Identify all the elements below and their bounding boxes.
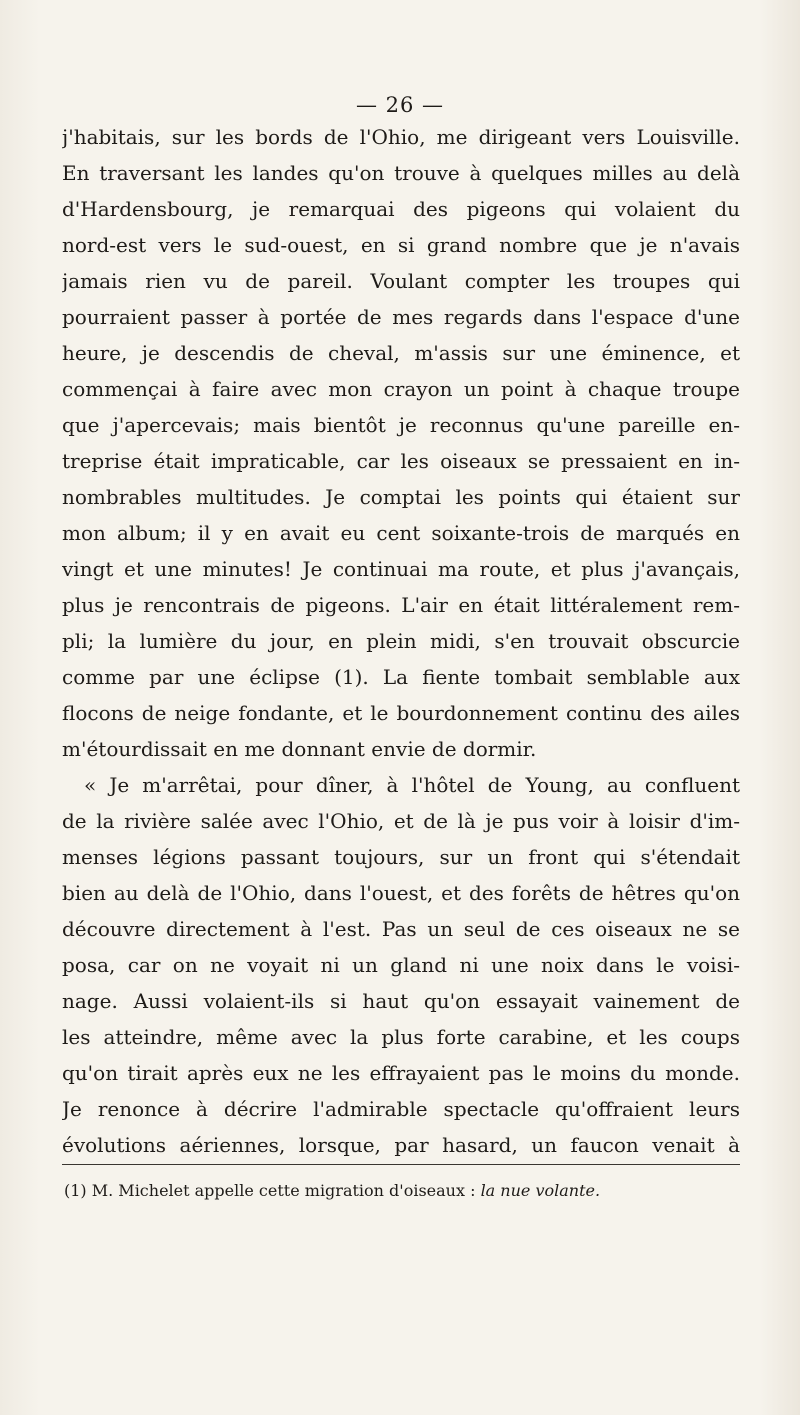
- footnote-text: (1) M. Michelet appelle cette migration d'oiseaux :: [64, 1181, 481, 1200]
- text-line: d'Hardensbourg, je remarquai des pigeons qui volaient du: [62, 197, 740, 221]
- text-line: les atteindre, même avec la plus forte carabine, et les coups: [62, 1025, 740, 1049]
- text-line: nage. Aussi volaient-ils si haut qu'on essayait vainement de: [62, 989, 740, 1013]
- text-line: flocons de neige fondante, et le bourdonnement continu des ailes: [62, 701, 740, 725]
- text-line: de la rivière salée avec l'Ohio, et de là je pus voir à loisir d'im-: [62, 809, 740, 833]
- text-line: que j'apercevais; mais bientôt je reconnus qu'une pareille en-: [62, 413, 740, 437]
- footnote-divider: [62, 1164, 740, 1165]
- footnote-italic: la nue volante.: [480, 1181, 601, 1200]
- text-line: découvre directement à l'est. Pas un seul de ces oiseaux ne se: [62, 917, 740, 941]
- text-line: treprise était impraticable, car les oiseaux se pressaient en in-: [62, 449, 740, 473]
- page-number-header: — 26 —: [355, 93, 445, 117]
- text-line: qu'on tirait après eux ne les effrayaient pas le moins du monde.: [62, 1061, 740, 1085]
- footnote: [64, 1178, 740, 1204]
- text-line: En traversant les landes qu'on trouve à quelques milles au delà: [62, 161, 740, 185]
- text-line: posa, car on ne voyait ni un gland ni une noix dans le voisi-: [62, 953, 740, 977]
- text-line: bien au delà de l'Ohio, dans l'ouest, et des forêts de hêtres qu'on: [62, 881, 740, 905]
- text-line: jamais rien vu de pareil. Voulant compter les troupes qui: [62, 269, 740, 293]
- text-line: nombrables multitudes. Je comptai les points qui étaient sur: [62, 485, 740, 509]
- text-line: plus je rencontrais de pigeons. L'air en était littéralement rem-: [62, 593, 740, 617]
- text-line: comme par une éclipse (1). La fiente tombait semblable aux: [62, 665, 740, 689]
- text-line: pourraient passer à portée de mes regards dans l'espace d'une: [62, 305, 740, 329]
- text-line: nord-est vers le sud-ouest, en si grand nombre que je n'avais: [62, 233, 740, 257]
- text-line: mon album; il y en avait eu cent soixante-trois de marqués en: [62, 521, 740, 545]
- text-line: pli; la lumière du jour, en plein midi, s'en trouvait obscurcie: [62, 629, 740, 653]
- text-line: évolutions aériennes, lorsque, par hasard, un faucon venait à: [62, 1133, 740, 1157]
- text-line: « Je m'arrêtai, pour dîner, à l'hôtel de Young, au confluent: [84, 773, 740, 797]
- text-line: Je renonce à décrire l'admirable spectacle qu'offraient leurs: [62, 1097, 740, 1121]
- text-line: j'habitais, sur les bords de l'Ohio, me dirigeant vers Louisville.: [62, 125, 740, 149]
- body-text: [62, 119, 740, 1163]
- text-line: vingt et une minutes! Je continuai ma route, et plus j'avançais,: [62, 557, 740, 581]
- text-line: commençai à faire avec mon crayon un point à chaque troupe: [62, 377, 740, 401]
- text-line: menses légions passant toujours, sur un front qui s'étendait: [62, 845, 740, 869]
- text-line: m'étourdissait en me donnant envie de dormir.: [62, 737, 537, 761]
- text-line: heure, je descendis de cheval, m'assis sur une éminence, et: [62, 341, 740, 365]
